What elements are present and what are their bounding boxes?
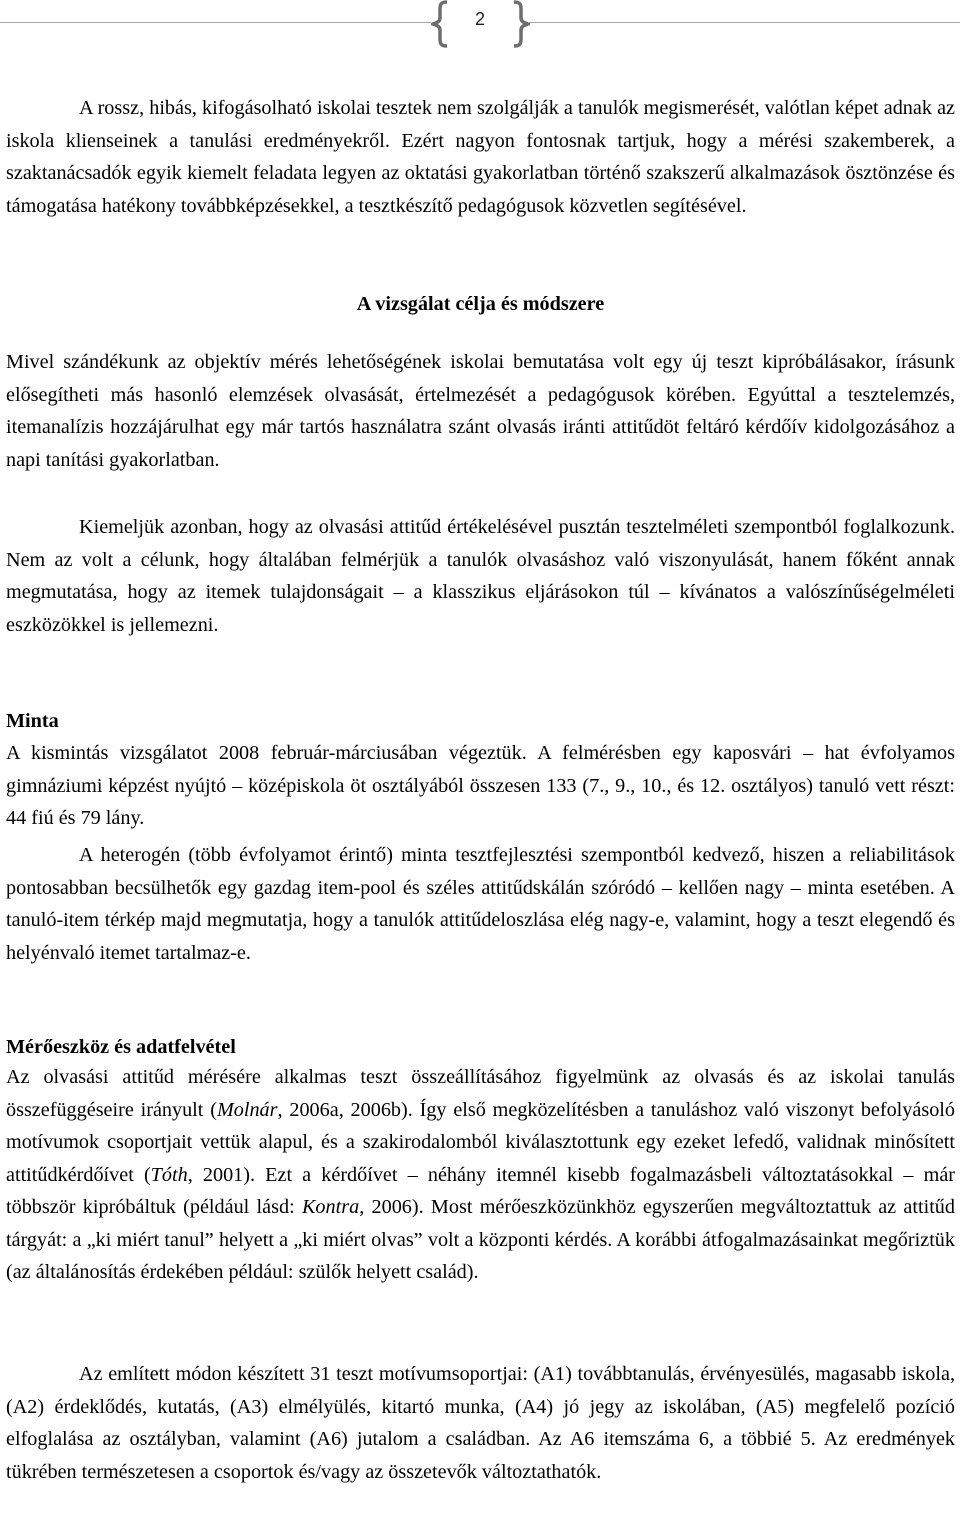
left-brace-icon: [431, 0, 449, 48]
paragraph-text: Az olvasási attitűd mérésére alkalmas teszt összeállításához figyelmünk az olvasás és az iskolai tanulás összefüggéseire irányult (: [6, 1066, 955, 1121]
paragraph-text: , 2006a, 2006b). Így első megközelítésben a tanuláshoz való viszonyt befolyásoló motívumok csoportjait vettük alapul, és a szakirodalomból kiválasztottunk egy ezeket lefedő, validnak minősített attitűdkérdőívet (: [6, 1098, 956, 1186]
paragraph-text: , 2006). Most mérőeszközünkhöz egyszerűen megváltoztattuk az attitűd tárgyát: a „ki miért tanul” helyett a „ki miért olvas” volt a központi kérdés. A korábbi átfogalmazásainkat megőriztük (az általánosítás érdekében például: szülők helyett család).: [6, 1196, 955, 1283]
citation-toth: Tóth: [150, 1163, 188, 1186]
aim-paragraph-2: Kiemeljük azonban, hogy az olvasási attitűd értékelésével pusztán tesztelméleti szempontból foglalkozunk. Nem az volt a célunk, hogy általában felmérjük a tanulók olvasáshoz való viszonyulását, hanem főként annak megmutatása, hogy az itemek tulajdonságait – a klasszikus eljárásokon túl – kívánatos a valószínűségelméleti eszközökkel is jellemezni.: [6, 516, 955, 636]
paragraph-text: , 2001). Ezt a kérdőívet – néhány itemnél kisebb fogalmazásbeli változtatásokkal – már többször kipróbáltuk (például lásd:: [6, 1163, 955, 1218]
page-number: 2: [474, 9, 485, 29]
sample-paragraph-1: A kismintás vizsgálatot 2008 február-márciusában végeztük. A felmérésben egy kaposvári – hat évfolyamos gimnáziumi képzést nyújtó – középiskola öt osztályából összesen 133 (7., 9., 10., és 12. osztályos) tanuló vett részt: 44 fiú és 79 lány.: [6, 742, 955, 829]
aim-paragraph-1: Mivel szándékunk az objektív mérés lehetőségének iskolai bemutatása volt egy új teszt kipróbálásakor, írásunk elősegítheti más hasonló elemzések olvasását, értelmezését a pedagógusok körében. Egyúttal a tesztelemzés, itemanalízis hozzájárulhat egy már tartós használatra szánt olvasás iránti attitűdöt feltáró kérdőív kidolgozásához a napi tanítási gyakorlatban.: [6, 351, 955, 471]
page-header: [0, 0, 960, 48]
header-rule-left: [0, 22, 431, 23]
instrument-paragraph-1: [6, 1061, 955, 1289]
section-heading-instrument: Mérőeszköz és adatfelvétel: [6, 1036, 236, 1058]
instrument-paragraph-2: Az említett módon készített 31 teszt motívumsoportjai: (A1) továbbtanulás, érvényesülés, magasabb iskola, (A2) érdeklődés, kutatás, (A3) elmélyülés, kitartó munka, (A4) jó jegy az iskolában, (A5) megfelelő pozíció elfoglalása az osztályban, valamint (A6) jutalom a családban. Az A6 itemszáma 6, a többié 5. Az eredmények tükrében természetesen a csoportok és/vagy az összetevők változtathatók.: [6, 1363, 955, 1483]
section-heading-aim: A vizsgálat célja és módszere: [356, 293, 605, 315]
header-rule-right: [528, 22, 960, 23]
citation-molnar: Molnár: [216, 1098, 278, 1121]
citation-kontra: Kontra: [301, 1196, 360, 1218]
intro-paragraph: A rossz, hibás, kifogásolható iskolai tesztek nem szolgálják a tanulók megismerését, valótlan képet adnak az iskola klienseinek a tanulási eredményekről. Ezért nagyon fontosnak tartjuk, hogy a mérési szakemberek, a szaktanácsadók egyik kiemelt feladata legyen az oktatási gyakorlatban történő szakszerű alkalmazások ösztönzése és támogatása hatékony továbbképzésekkel, a tesztkészítő pedagógusok közvetlen segítésével.: [6, 97, 955, 217]
sample-paragraph-2: A heterogén (több évfolyamot érintő) minta tesztfejlesztési szempontból kedvező, hiszen a reliabilitások pontosabban becsülhetők egy gazdag item-pool és széles attitűdskálán szóródó – kellően nagy – minta esetében. A tanuló-item térkép majd megmutatja, hogy a tanulók attitűdeloszlása elég nagy-e, valamint, hogy a teszt elegendő és helyénvaló itemet tartalmaz-e.: [6, 844, 955, 964]
section-heading-sample: Minta: [6, 710, 59, 732]
right-brace-icon: [512, 0, 530, 48]
